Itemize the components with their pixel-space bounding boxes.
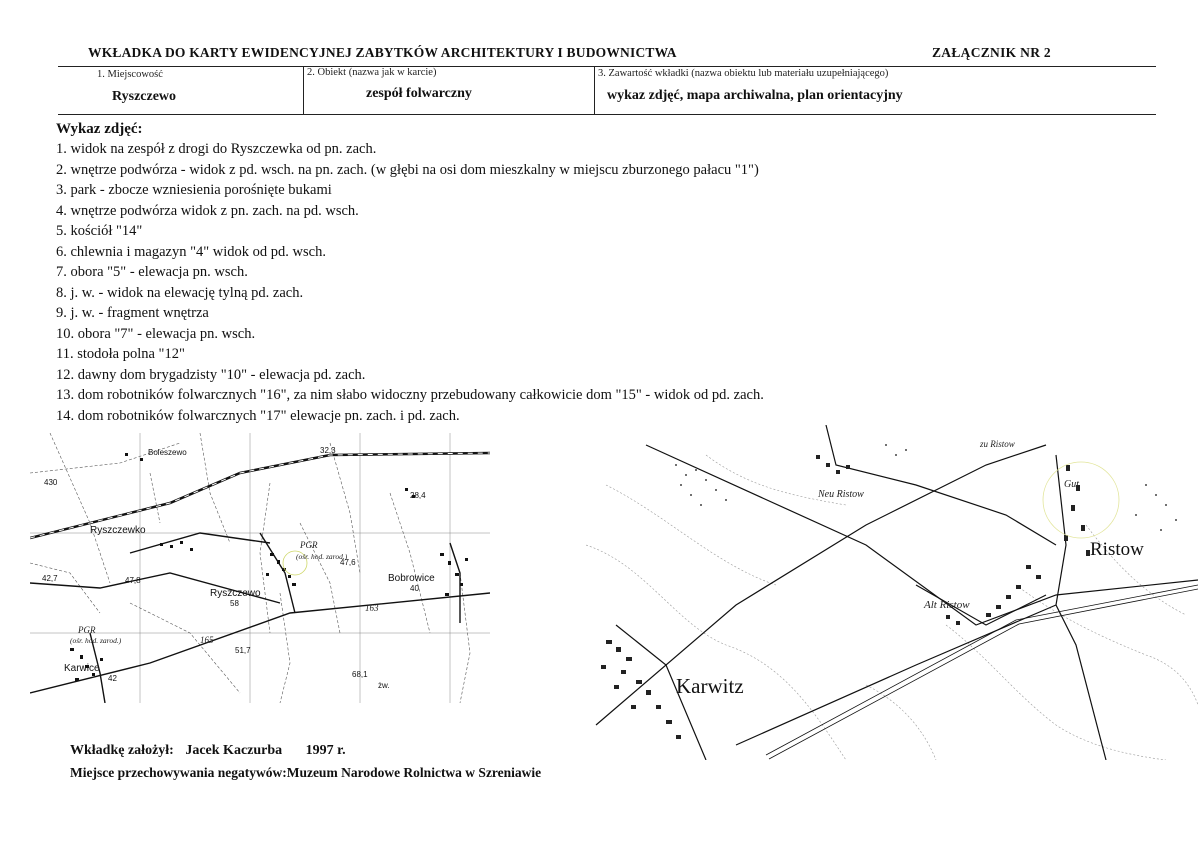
- cell-value-locality: Ryszczewo: [112, 89, 177, 104]
- list-item: 5. kościół "14": [56, 223, 143, 239]
- document-title: WKŁADKA DO KARTY EWIDENCYJNEJ ZABYTKÓW ARCHITEKTURY I BUDOWNICTWA: [88, 45, 677, 60]
- map-label-boleszewo: Boleszewo: [148, 448, 187, 457]
- map-label-elev: 47,6: [340, 558, 356, 567]
- cell-value-contents: wykaz zdjęć, mapa archiwalna, plan orientacyjny: [607, 88, 903, 103]
- map-label-alt-ristow: Alt Ristow: [924, 599, 970, 611]
- storage-value: Muzeum Narodowe Rolnictwa w Szreniawie: [286, 765, 542, 780]
- author-year: 1997 r.: [305, 743, 346, 758]
- list-item: 13. dom robotników folwarcznych "16", za nim słabo widoczny przebudowany całkowicie dom "15" - widok od pd. zach.: [56, 387, 764, 403]
- cell-label-contents: 3. Zawartość wkładki (nazwa obiektu lub materiału uzupełniającego): [598, 68, 889, 79]
- list-item: 8. j. w. - widok na elewację tylną pd. zach.: [56, 284, 304, 301]
- cell-label-object: 2. Obiekt (nazwa jak w karcie): [307, 67, 437, 78]
- author-name: Jacek Kaczurba: [185, 743, 283, 758]
- table-bottom-rule: [58, 114, 1156, 115]
- map-label-ryszczewo: Ryszczewo: [210, 588, 261, 599]
- map-label-elev: 163: [365, 603, 379, 613]
- table-top-rule: [58, 66, 1156, 67]
- list-item: 11. stodoła polna "12": [56, 346, 185, 362]
- map-label-pgr: PGR: [78, 625, 96, 635]
- map-label-elev: 32,3: [320, 446, 336, 455]
- table-divider: [303, 66, 304, 114]
- list-item: 1. widok na zespół z drogi do Ryszczewka od pn. zach.: [56, 141, 377, 157]
- annex-number: ZAŁĄCZNIK NR 2: [932, 45, 1051, 60]
- map-label-neu-ristow: Neu Ristow: [818, 489, 864, 500]
- photo-list: [56, 139, 764, 426]
- list-item: 2. wnętrze podwórza - widok z pd. wsch. na pn. zach. (w głębi na osi dom mieszkalny w miejscu zburzonego pałacu "1"): [56, 161, 759, 178]
- list-item: 4. wnętrze podwórza widok z pn. zach. na pd. wsch.: [56, 202, 359, 219]
- list-item: 6. chlewnia i magazyn "4" widok od pd. wsch.: [56, 243, 326, 260]
- list-item: 10. obora "7" - elewacja pn. wsch.: [56, 325, 256, 342]
- map-label-elev: 165: [200, 635, 214, 645]
- map-label-elev: 58: [230, 599, 239, 608]
- list-item: 14. dom robotników folwarcznych "17" elewacje pn. zach. i pd. zach.: [56, 407, 460, 424]
- author-line: [70, 743, 346, 759]
- map-label-ristow: Ristow: [1090, 539, 1144, 560]
- storage-line: [70, 765, 541, 781]
- orientation-map: [30, 433, 490, 703]
- map-label-pgr: PGR: [300, 540, 318, 550]
- author-label: Wkładkę założył:: [70, 743, 174, 758]
- list-item: 12. dawny dom brygadzisty "10" - elewacja pd. zach.: [56, 366, 366, 383]
- list-item: 7. obora "5" - elewacja pn. wsch.: [56, 264, 248, 280]
- cell-label-locality: 1. Miejscowość: [97, 69, 163, 80]
- map-label-pgr-sub: (ośr. hod. zarod.): [70, 636, 122, 645]
- map-label-elev: 47,8: [125, 576, 141, 585]
- map-label-elev: 40: [410, 584, 419, 593]
- table-divider: [594, 66, 595, 114]
- map-label-elev: 42: [108, 674, 117, 683]
- map-label-elev: 68,1: [352, 670, 368, 679]
- archival-map: [586, 425, 1198, 760]
- map-label-zu-ristow: zu Ristow: [980, 439, 1015, 449]
- map-label-bobrowice: Bobrowice: [388, 573, 435, 584]
- map-label-elev: 430: [44, 478, 58, 487]
- map-label-ryszczewko: Ryszczewko: [90, 525, 146, 536]
- map-label-elev: 42,7: [42, 574, 58, 583]
- map-label-karwitz: Karwitz: [676, 674, 744, 698]
- list-item: 9. j. w. - fragment wnętrza: [56, 305, 209, 321]
- storage-label: Miejsce przechowywania negatywów:: [70, 765, 287, 780]
- map-label-pgr-sub: (ośr. hod. zarod.): [296, 552, 348, 561]
- cell-value-object: zespół folwarczny: [366, 86, 472, 101]
- map-label-zw: żw.: [378, 681, 390, 690]
- photo-list-heading: Wykaz zdjęć:: [56, 121, 143, 137]
- map-label-elev: 51,7: [235, 646, 251, 655]
- map-label-karwice: Karwice: [64, 663, 100, 674]
- list-item: 3. park - zbocze wzniesienia porośnięte bukami: [56, 182, 332, 198]
- map-label-gut: Gut: [1064, 479, 1079, 490]
- map-label-elev: 28,4: [410, 491, 426, 500]
